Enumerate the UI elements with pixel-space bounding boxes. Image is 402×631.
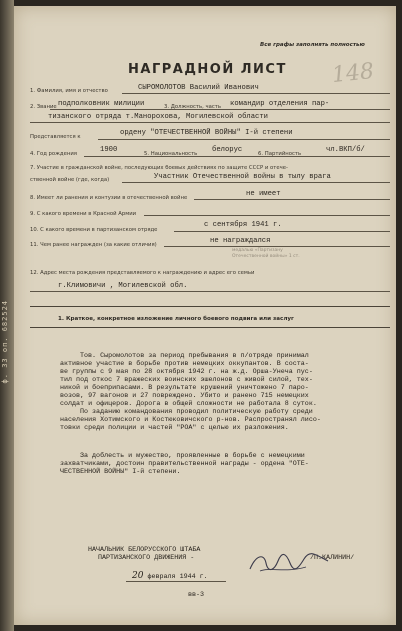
field-red-army-line [144, 215, 390, 216]
signature-org-a: НАЧАЛЬНИК БЕЛОРУССКОГО ШТАБА [88, 546, 201, 554]
field-award-value: ордену "ОТЕЧЕСТВЕННОЙ ВОЙНЫ" I-й степени [120, 129, 293, 137]
field-war-label-a: 7. Участие в гражданской войне, последующих боевых действиях по защите СССР и отече- [30, 165, 288, 171]
field-nationality-value: белорус [212, 146, 243, 154]
field-prior-awards-label: 11. Чем ранее награжден (за какие отличия) [30, 242, 157, 248]
signature-org-b: ПАРТИЗАНСКОГО ДВИЖЕНИЯ - [98, 554, 195, 562]
field-name-line [122, 93, 390, 94]
signature-name: /П.КАЛИНИН/ [310, 554, 355, 562]
narrative-line: тил под откос 7 вражеских воинских эшелонов с живой силой, тех- [60, 376, 313, 384]
narrative-line: ве группы с 9 мая по 28 октября 1942 г. на ж.д. Орша-Унеча пус- [60, 368, 313, 376]
field-name-label: 1. Фамилия, имя и отчество [30, 88, 108, 94]
signature-date-line [126, 581, 226, 582]
field-party-label: 6. Партийность [258, 151, 302, 157]
faint-award-stamp: медалью «Партизану Отечественной войны» 1 ст. [232, 248, 300, 259]
field-nationality-label: 5. Национальность [144, 151, 198, 157]
field-address-label: 12. Адрес места рождения представляемого к награждению и адрес его семьи [30, 270, 255, 276]
field-prior-awards-line [164, 246, 390, 247]
field-partisan-line [174, 231, 390, 232]
field-name-value: СЫРОМОЛОТОВ Василий Иванович [138, 84, 259, 92]
spine-archive-mark: ф. 33 оп. 682524 [1, 300, 9, 384]
archive-number-mark: 148 [330, 58, 376, 89]
section-bottom-rule [30, 327, 390, 328]
narrative-line: активное участие в борьбе против немецких оккупантов. В соста- [60, 360, 309, 368]
narrative-line: ЧЕСТВЕННОЙ ВОЙНЫ" I-й степени. [60, 468, 181, 476]
page-title: НАГРАДНОЙ ЛИСТ [128, 62, 287, 77]
field-rank-line [50, 109, 390, 110]
narrative-paragraph-1 [60, 352, 321, 432]
field-wounds-value: не имеет [246, 190, 281, 198]
field-war-value: Участник Отечественной войны в тылу врага [154, 173, 331, 181]
field-position-value-a: командир отделения пар- [230, 100, 330, 108]
field-war-line [122, 182, 390, 183]
field-prior-awards-value: не награждался [210, 237, 271, 245]
field-rank-value: подполковник милиции [58, 100, 145, 108]
field-award-line [98, 139, 390, 140]
field-wounds-label: 8. Имеет ли ранения и контузии в отечественной войне [30, 195, 188, 201]
section-top-rule [30, 306, 390, 307]
field-address-line [30, 291, 390, 292]
handwritten-signature [246, 551, 332, 575]
narrative-line: За доблесть и мужество, проявленные в борьбе с немецкими [80, 452, 305, 460]
signature-date-rest: февраля 1944 г. [147, 573, 208, 581]
narrative-line: никой и боеприпасами. В результате крушений уничтожено 7 паро- [60, 384, 309, 392]
field-position-value-b: тизанского отряда т.Манорохова, Могилевской области [48, 113, 268, 121]
field-war-label-b: ственной войне (где, когда) [30, 177, 110, 183]
field-position-label: 3. Должность, часть [164, 104, 221, 110]
field-birth-year-value: 1900 [100, 146, 118, 154]
field-wounds-line [194, 199, 390, 200]
narrative-line: По заданию командования проводил политическую работу среди [80, 408, 313, 416]
narrative-line: товки среди полиции и частей "РОА" с целью их разложения. [60, 424, 289, 432]
field-row4-line [84, 156, 390, 157]
award-sheet [14, 6, 396, 625]
field-partisan-label: 10. С какого времени в партизанском отряде [30, 227, 158, 233]
narrative-line: Тов. Сыромолотов за период пребывания в п/отряде принимал [80, 352, 309, 360]
narrative-line: захватчиками, достоин правительственной награды - ордена "ОТЕ- [60, 460, 309, 468]
field-address-value: г.Климовичи , Могилевской обл. [58, 282, 188, 290]
narrative-line: населения Хотимского и Костюковичского р-нов. Распространял лисо- [60, 416, 321, 424]
field-birth-year-label: 4. Год рождения [30, 151, 77, 157]
narrative-line: солдат и офицеров. Дорога в общей сложности не работала 8 суток. [60, 400, 317, 408]
signature-date [132, 572, 208, 581]
signature-ref: вв-3 [188, 591, 205, 599]
narrative-line: возов, 97 вагонов и 27 повреждено. Убито и ранено 715 немецких [60, 392, 309, 400]
field-rank-label: 2. Звание [30, 104, 57, 110]
field-red-army-label: 9. С какого времени в Красной Армии [30, 211, 137, 217]
field-party-value: чл.ВКП/б/ [326, 146, 365, 154]
binding-spine [0, 0, 14, 631]
field-position-line [30, 122, 390, 123]
narrative-paragraph-2 [60, 452, 309, 476]
field-partisan-value: с сентября 1941 г. [204, 221, 282, 229]
signature-date-day: 20 [132, 571, 144, 581]
field-award-label: Представляется к [30, 134, 81, 140]
section-heading: 1. Краткое, конкретное изложение личного боевого подвига или заслуг [58, 316, 294, 322]
header-note: Все графы заполнять полностью [260, 42, 365, 48]
